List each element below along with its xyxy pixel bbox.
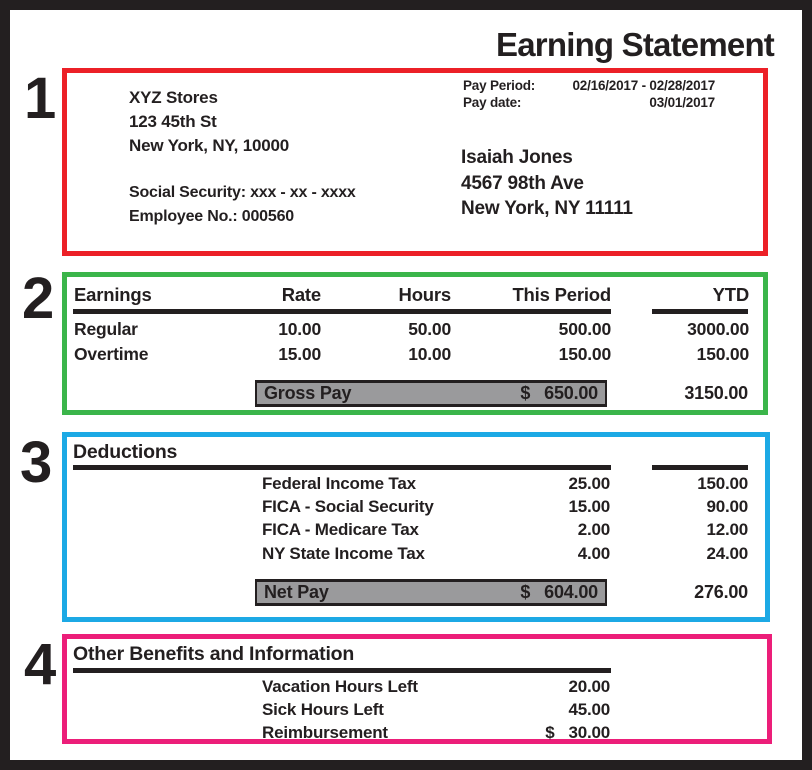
benefits-box: [62, 634, 772, 744]
deduction-row-fica-ss: [262, 495, 748, 518]
deductions-title: Deductions: [73, 441, 178, 463]
benefit-row-vacation: [262, 675, 610, 698]
net-pay-amount: [520, 582, 598, 603]
row-label: FICA - Social Security: [262, 497, 434, 517]
deduction-row-ny-state: [262, 542, 748, 565]
row-amount: 45.00: [568, 700, 610, 720]
earnings-header-underline: [73, 309, 611, 314]
hours-header: Hours: [398, 284, 451, 305]
row-period: 500.00: [558, 319, 611, 339]
earnings-header: Earnings: [74, 284, 152, 305]
row-ytd: 3000.00: [687, 319, 749, 339]
deductions-ytd-underline: [652, 465, 748, 470]
employee-ids-block: [129, 181, 356, 229]
employee-no-line: Employee No.: 000560: [129, 208, 294, 225]
row-period: 2.00: [577, 520, 610, 540]
pay-period-line: [463, 77, 715, 94]
row-amount: 20.00: [568, 677, 610, 696]
row-ytd: 12.00: [706, 520, 748, 540]
employee-street: 4567 98th Ave: [461, 172, 584, 194]
employee-city: New York, NY 11111: [461, 198, 633, 219]
benefits-title-underline: [73, 668, 611, 673]
pay-date-line: [463, 94, 715, 111]
row-ytd: 24.00: [706, 543, 748, 563]
page-title: Earning Statement: [496, 26, 774, 63]
currency-sign: $: [520, 582, 531, 602]
deductions-rows: [262, 472, 748, 565]
row-label: Regular: [74, 319, 138, 339]
row-label: Reimbursement: [262, 723, 388, 743]
deduction-row-federal: [262, 472, 748, 495]
earnings-rows: [68, 317, 749, 367]
currency-sign: $: [545, 723, 555, 743]
ytd-header: YTD: [712, 284, 749, 305]
row-label: NY State Income Tax: [262, 543, 425, 563]
row-rate: 15.00: [278, 344, 321, 364]
benefit-row-sick: [262, 698, 610, 721]
gross-pay-bar: [255, 380, 607, 407]
earnings-row-overtime: [68, 342, 749, 367]
row-value: [472, 698, 610, 721]
employee-name: Isaiah Jones: [461, 147, 573, 168]
row-hours: 50.00: [408, 319, 451, 339]
row-rate: 10.00: [278, 319, 321, 339]
row-hours: 10.00: [408, 344, 451, 364]
row-label: Vacation Hours Left: [262, 677, 418, 696]
row-label: Overtime: [74, 344, 149, 364]
pay-date-label: Pay date:: [463, 95, 522, 110]
net-pay-label: Net Pay: [264, 582, 329, 602]
this-period-header: This Period: [512, 284, 611, 305]
deduction-row-fica-medicare: [262, 518, 748, 541]
net-pay-value: 604.00: [544, 582, 598, 602]
row-ytd: 90.00: [706, 497, 748, 517]
gross-pay-amount: [520, 383, 598, 404]
benefit-row-reimbursement: [262, 721, 610, 744]
gross-pay-ytd: 3150.00: [684, 383, 748, 403]
company-address-block: [129, 86, 289, 158]
row-period: 25.00: [568, 474, 610, 493]
row-label: Sick Hours Left: [262, 700, 384, 720]
deductions-title-underline: [73, 465, 611, 470]
row-label: Federal Income Tax: [262, 474, 416, 493]
ytd-header-underline: [652, 309, 748, 314]
employer-employee-box: [62, 68, 768, 256]
company-city: New York, NY, 10000: [129, 136, 289, 155]
employee-address-block: [461, 145, 633, 222]
currency-sign: $: [520, 383, 531, 403]
row-period: 150.00: [558, 344, 611, 364]
social-security-line: Social Security: xxx - xx - xxxx: [129, 184, 356, 201]
row-amount: 30.00: [568, 723, 610, 743]
deductions-box: [62, 432, 770, 622]
gross-pay-label: Gross Pay: [264, 383, 352, 403]
annotation-number-3: 3: [20, 430, 53, 495]
row-ytd: 150.00: [696, 344, 749, 364]
company-name: XYZ Stores: [129, 88, 218, 107]
annotation-number-1: 1: [24, 66, 57, 131]
row-label: FICA - Medicare Tax: [262, 520, 419, 540]
earnings-row-regular: [68, 317, 749, 342]
benefits-rows: [262, 675, 610, 745]
pay-period-value: 02/16/2017 - 02/28/2017: [572, 78, 715, 93]
earnings-header-row: [68, 284, 749, 306]
row-period: 4.00: [577, 543, 610, 563]
pay-date-value: 03/01/2017: [649, 95, 715, 110]
net-pay-ytd: 276.00: [694, 582, 748, 602]
row-value: [472, 675, 610, 698]
company-street: 123 45th St: [129, 112, 217, 131]
net-pay-bar: [255, 579, 607, 606]
row-ytd: 150.00: [697, 474, 748, 493]
rate-header: Rate: [281, 284, 321, 305]
pay-period-label: Pay Period:: [463, 78, 536, 93]
annotation-number-2: 2: [22, 266, 55, 331]
pay-period-block: [463, 77, 715, 111]
benefits-title: Other Benefits and Information: [73, 643, 355, 665]
row-value: [472, 721, 610, 744]
row-period: 15.00: [568, 497, 610, 517]
gross-pay-value: 650.00: [544, 383, 598, 403]
annotation-number-4: 4: [24, 632, 57, 697]
earnings-box: [62, 272, 768, 415]
